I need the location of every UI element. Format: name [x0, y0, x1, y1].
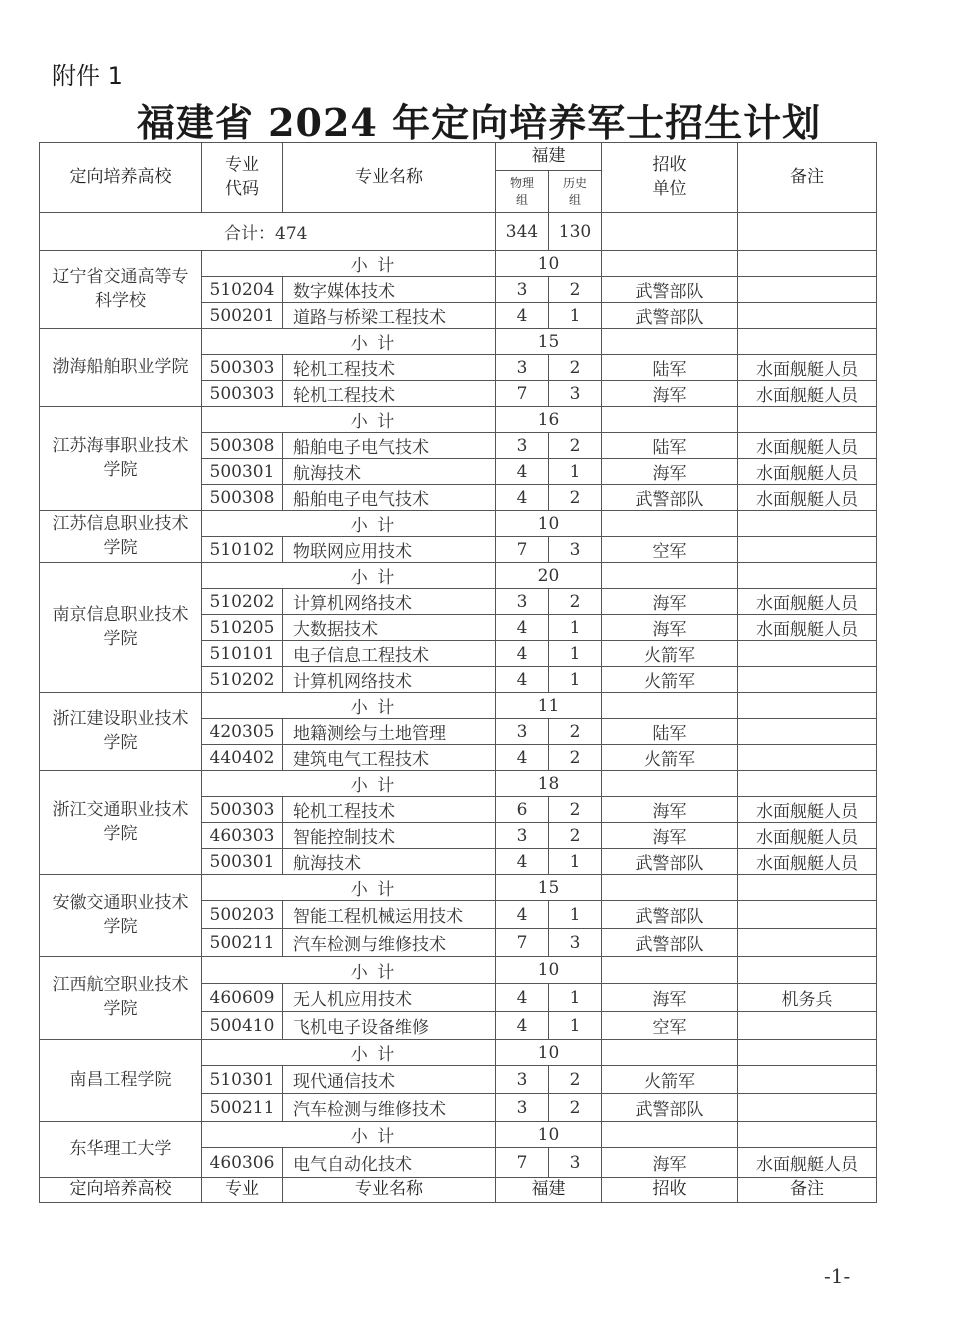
major-code: 500308 [202, 485, 283, 511]
subtotal-note [738, 511, 877, 537]
major-name: 计算机网络技术 [283, 667, 496, 693]
major-name: 道路与桥梁工程技术 [283, 303, 496, 329]
subtotal-label: 小 计 [202, 693, 496, 719]
subtotal-row [40, 407, 877, 433]
subtotal-value: 16 [496, 407, 602, 433]
continued-header-row [40, 1178, 877, 1203]
history-count: 1 [549, 641, 602, 667]
subtotal-unit [602, 251, 738, 277]
recruiting-unit: 武警部队 [602, 303, 738, 329]
subtotal-row [40, 875, 877, 901]
physics-count: 3 [496, 277, 549, 303]
header-code-repeat: 专业 [202, 1178, 283, 1203]
total-label: 合计：474 [40, 213, 496, 251]
subtotal-unit [602, 957, 738, 984]
remark: 水面舰艇人员 [738, 485, 877, 511]
subtotal-unit [602, 875, 738, 901]
major-name: 汽车检测与维修技术 [283, 1094, 496, 1122]
header-fujian-repeat: 福建 [496, 1178, 602, 1203]
subtotal-row [40, 1122, 877, 1148]
subtotal-row [40, 511, 877, 537]
physics-count: 4 [496, 849, 549, 875]
remark [738, 929, 877, 957]
history-count: 2 [549, 277, 602, 303]
header-unit: 招收单位 [602, 143, 738, 213]
physics-count: 6 [496, 797, 549, 823]
history-count: 2 [549, 485, 602, 511]
subtotal-unit [602, 511, 738, 537]
subtotal-note [738, 251, 877, 277]
subtotal-note [738, 563, 877, 589]
history-count: 1 [549, 667, 602, 693]
header-school-repeat: 定向培养高校 [40, 1178, 202, 1203]
remark [738, 641, 877, 667]
physics-count: 4 [496, 1012, 549, 1040]
major-code: 500301 [202, 459, 283, 485]
subtotal-unit [602, 771, 738, 797]
header-major-repeat: 专业名称 [283, 1178, 496, 1203]
major-code: 510202 [202, 667, 283, 693]
major-name: 智能工程机械运用技术 [283, 901, 496, 929]
physics-count: 7 [496, 1148, 549, 1178]
major-code: 460609 [202, 984, 283, 1012]
subtotal-note [738, 407, 877, 433]
physics-count: 7 [496, 381, 549, 407]
subtotal-note [738, 693, 877, 719]
header-unit-repeat: 招收 [602, 1178, 738, 1203]
physics-count: 7 [496, 537, 549, 563]
history-count: 3 [549, 381, 602, 407]
subtotal-label: 小 计 [202, 251, 496, 277]
subtotal-note [738, 1122, 877, 1148]
subtotal-note [738, 957, 877, 984]
recruiting-unit: 火箭军 [602, 641, 738, 667]
school-name: 江苏信息职业技术学院 [40, 511, 202, 563]
recruiting-unit: 空军 [602, 1012, 738, 1040]
remark: 机务兵 [738, 984, 877, 1012]
subtotal-value: 10 [496, 511, 602, 537]
physics-count: 4 [496, 459, 549, 485]
physics-count: 3 [496, 1066, 549, 1094]
remark [738, 277, 877, 303]
major-code: 500211 [202, 1094, 283, 1122]
subtotal-value: 10 [496, 1040, 602, 1066]
recruiting-unit: 火箭军 [602, 667, 738, 693]
remark [738, 537, 877, 563]
school-name: 浙江建设职业技术学院 [40, 693, 202, 771]
major-code: 510202 [202, 589, 283, 615]
subtotal-unit [602, 563, 738, 589]
subtotal-value: 10 [496, 251, 602, 277]
remark: 水面舰艇人员 [738, 589, 877, 615]
history-count: 1 [549, 984, 602, 1012]
history-count: 3 [549, 1148, 602, 1178]
recruiting-unit: 陆军 [602, 433, 738, 459]
history-count: 2 [549, 589, 602, 615]
subtotal-value: 10 [496, 1122, 602, 1148]
subtotal-value: 10 [496, 957, 602, 984]
major-code: 500308 [202, 433, 283, 459]
subtotal-value: 15 [496, 329, 602, 355]
header-fujian: 福建 [496, 143, 602, 171]
major-code: 500303 [202, 355, 283, 381]
physics-count: 3 [496, 589, 549, 615]
physics-count: 3 [496, 355, 549, 381]
subtotal-unit [602, 693, 738, 719]
physics-count: 4 [496, 615, 549, 641]
recruiting-unit: 空军 [602, 537, 738, 563]
recruiting-unit: 武警部队 [602, 929, 738, 957]
remark [738, 1066, 877, 1094]
history-count: 2 [549, 719, 602, 745]
header-note: 备注 [738, 143, 877, 213]
subtotal-label: 小 计 [202, 1122, 496, 1148]
major-code: 420305 [202, 719, 283, 745]
recruiting-unit: 武警部队 [602, 901, 738, 929]
subtotal-unit [602, 1122, 738, 1148]
recruiting-unit: 海军 [602, 589, 738, 615]
subtotal-row [40, 329, 877, 355]
major-name: 航海技术 [283, 459, 496, 485]
major-code: 500211 [202, 929, 283, 957]
recruiting-unit: 海军 [602, 459, 738, 485]
major-code: 510102 [202, 537, 283, 563]
remark [738, 901, 877, 929]
major-code: 440402 [202, 745, 283, 771]
recruiting-unit: 陆军 [602, 719, 738, 745]
subtotal-row [40, 693, 877, 719]
physics-count: 4 [496, 485, 549, 511]
subtotal-note [738, 771, 877, 797]
major-code: 500303 [202, 381, 283, 407]
history-count: 1 [549, 1012, 602, 1040]
recruiting-unit: 海军 [602, 984, 738, 1012]
remark: 水面舰艇人员 [738, 381, 877, 407]
remark: 水面舰艇人员 [738, 459, 877, 485]
major-code: 500201 [202, 303, 283, 329]
recruiting-unit: 武警部队 [602, 849, 738, 875]
recruiting-unit: 陆军 [602, 355, 738, 381]
recruiting-unit: 火箭军 [602, 1066, 738, 1094]
major-name: 数字媒体技术 [283, 277, 496, 303]
physics-count: 3 [496, 719, 549, 745]
header-major: 专业名称 [283, 143, 496, 213]
total-note [738, 213, 877, 251]
history-count: 2 [549, 355, 602, 381]
history-count: 2 [549, 823, 602, 849]
recruiting-unit: 海军 [602, 381, 738, 407]
subtotal-label: 小 计 [202, 511, 496, 537]
history-count: 2 [549, 1066, 602, 1094]
remark [738, 1094, 877, 1122]
subtotal-row [40, 563, 877, 589]
remark [738, 667, 877, 693]
physics-count: 4 [496, 984, 549, 1012]
subtotal-value: 20 [496, 563, 602, 589]
school-name: 南昌工程学院 [40, 1040, 202, 1122]
school-name: 辽宁省交通高等专科学校 [40, 251, 202, 329]
subtotal-label: 小 计 [202, 875, 496, 901]
major-name: 船舶电子电气技术 [283, 433, 496, 459]
major-name: 船舶电子电气技术 [283, 485, 496, 511]
major-name: 电气自动化技术 [283, 1148, 496, 1178]
major-name: 汽车检测与维修技术 [283, 929, 496, 957]
recruiting-unit: 海军 [602, 615, 738, 641]
major-name: 轮机工程技术 [283, 381, 496, 407]
subtotal-value: 11 [496, 693, 602, 719]
major-name: 无人机应用技术 [283, 984, 496, 1012]
recruiting-unit: 武警部队 [602, 1094, 738, 1122]
major-name: 计算机网络技术 [283, 589, 496, 615]
total-row [40, 213, 877, 251]
major-name: 大数据技术 [283, 615, 496, 641]
history-count: 2 [549, 1094, 602, 1122]
subtotal-unit [602, 407, 738, 433]
physics-count: 3 [496, 1094, 549, 1122]
major-name: 航海技术 [283, 849, 496, 875]
history-count: 1 [549, 615, 602, 641]
school-name: 渤海船舶职业学院 [40, 329, 202, 407]
school-name: 江西航空职业技术学院 [40, 957, 202, 1040]
header-note-repeat: 备注 [738, 1178, 877, 1203]
history-count: 3 [549, 537, 602, 563]
history-count: 2 [549, 797, 602, 823]
school-name: 浙江交通职业技术学院 [40, 771, 202, 875]
recruiting-unit: 武警部队 [602, 277, 738, 303]
history-count: 1 [549, 459, 602, 485]
header-school: 定向培养高校 [40, 143, 202, 213]
header-physics: 物理组 [496, 171, 549, 213]
subtotal-row [40, 251, 877, 277]
major-code: 500301 [202, 849, 283, 875]
recruiting-unit: 海军 [602, 797, 738, 823]
remark: 水面舰艇人员 [738, 823, 877, 849]
major-code: 500203 [202, 901, 283, 929]
recruiting-unit: 武警部队 [602, 485, 738, 511]
subtotal-note [738, 1040, 877, 1066]
physics-count: 4 [496, 303, 549, 329]
major-name: 物联网应用技术 [283, 537, 496, 563]
major-name: 轮机工程技术 [283, 355, 496, 381]
subtotal-unit [602, 329, 738, 355]
major-name: 地籍测绘与土地管理 [283, 719, 496, 745]
subtotal-value: 15 [496, 875, 602, 901]
major-name: 现代通信技术 [283, 1066, 496, 1094]
remark [738, 745, 877, 771]
major-name: 建筑电气工程技术 [283, 745, 496, 771]
history-count: 2 [549, 433, 602, 459]
subtotal-label: 小 计 [202, 957, 496, 984]
header-code: 专业代码 [202, 143, 283, 213]
subtotal-value: 18 [496, 771, 602, 797]
major-code: 460303 [202, 823, 283, 849]
remark: 水面舰艇人员 [738, 1148, 877, 1178]
remark: 水面舰艇人员 [738, 355, 877, 381]
major-name: 飞机电子设备维修 [283, 1012, 496, 1040]
school-name: 南京信息职业技术学院 [40, 563, 202, 693]
major-name: 电子信息工程技术 [283, 641, 496, 667]
physics-count: 7 [496, 929, 549, 957]
history-count: 1 [549, 303, 602, 329]
subtotal-label: 小 计 [202, 1040, 496, 1066]
subtotal-row [40, 957, 877, 984]
school-name: 东华理工大学 [40, 1122, 202, 1178]
school-name: 江苏海事职业技术学院 [40, 407, 202, 511]
subtotal-label: 小 计 [202, 771, 496, 797]
physics-count: 4 [496, 667, 549, 693]
physics-count: 4 [496, 641, 549, 667]
header-row [40, 143, 877, 171]
subtotal-label: 小 计 [202, 407, 496, 433]
physics-count: 3 [496, 433, 549, 459]
total-physics: 344 [496, 213, 549, 251]
major-code: 510301 [202, 1066, 283, 1094]
subtotal-note [738, 875, 877, 901]
subtotal-unit [602, 1040, 738, 1066]
remark: 水面舰艇人员 [738, 849, 877, 875]
major-code: 510205 [202, 615, 283, 641]
history-count: 3 [549, 929, 602, 957]
major-code: 500410 [202, 1012, 283, 1040]
remark: 水面舰艇人员 [738, 615, 877, 641]
major-code: 460306 [202, 1148, 283, 1178]
remark [738, 719, 877, 745]
school-name: 安徽交通职业技术学院 [40, 875, 202, 957]
subtotal-row [40, 771, 877, 797]
remark [738, 303, 877, 329]
recruiting-unit: 火箭军 [602, 745, 738, 771]
major-code: 510204 [202, 277, 283, 303]
remark: 水面舰艇人员 [738, 797, 877, 823]
physics-count: 3 [496, 823, 549, 849]
history-count: 2 [549, 745, 602, 771]
major-name: 轮机工程技术 [283, 797, 496, 823]
major-code: 500303 [202, 797, 283, 823]
recruiting-unit: 海军 [602, 1148, 738, 1178]
total-unit [602, 213, 738, 251]
major-code: 510101 [202, 641, 283, 667]
header-history: 历史组 [549, 171, 602, 213]
physics-count: 4 [496, 745, 549, 771]
physics-count: 4 [496, 901, 549, 929]
subtotal-label: 小 计 [202, 329, 496, 355]
history-count: 1 [549, 849, 602, 875]
major-name: 智能控制技术 [283, 823, 496, 849]
subtotal-note [738, 329, 877, 355]
subtotal-row [40, 1040, 877, 1066]
page-title: 福建省 2024 年定向培养军士招生计划 [136, 100, 822, 145]
page-number: -1- [824, 1264, 851, 1288]
recruiting-unit: 海军 [602, 823, 738, 849]
total-history: 130 [549, 213, 602, 251]
remark: 水面舰艇人员 [738, 433, 877, 459]
enrollment-plan-table [39, 142, 877, 1203]
history-count: 1 [549, 901, 602, 929]
subtotal-label: 小 计 [202, 563, 496, 589]
remark [738, 1012, 877, 1040]
attachment-label: 附件 1 [52, 62, 123, 90]
